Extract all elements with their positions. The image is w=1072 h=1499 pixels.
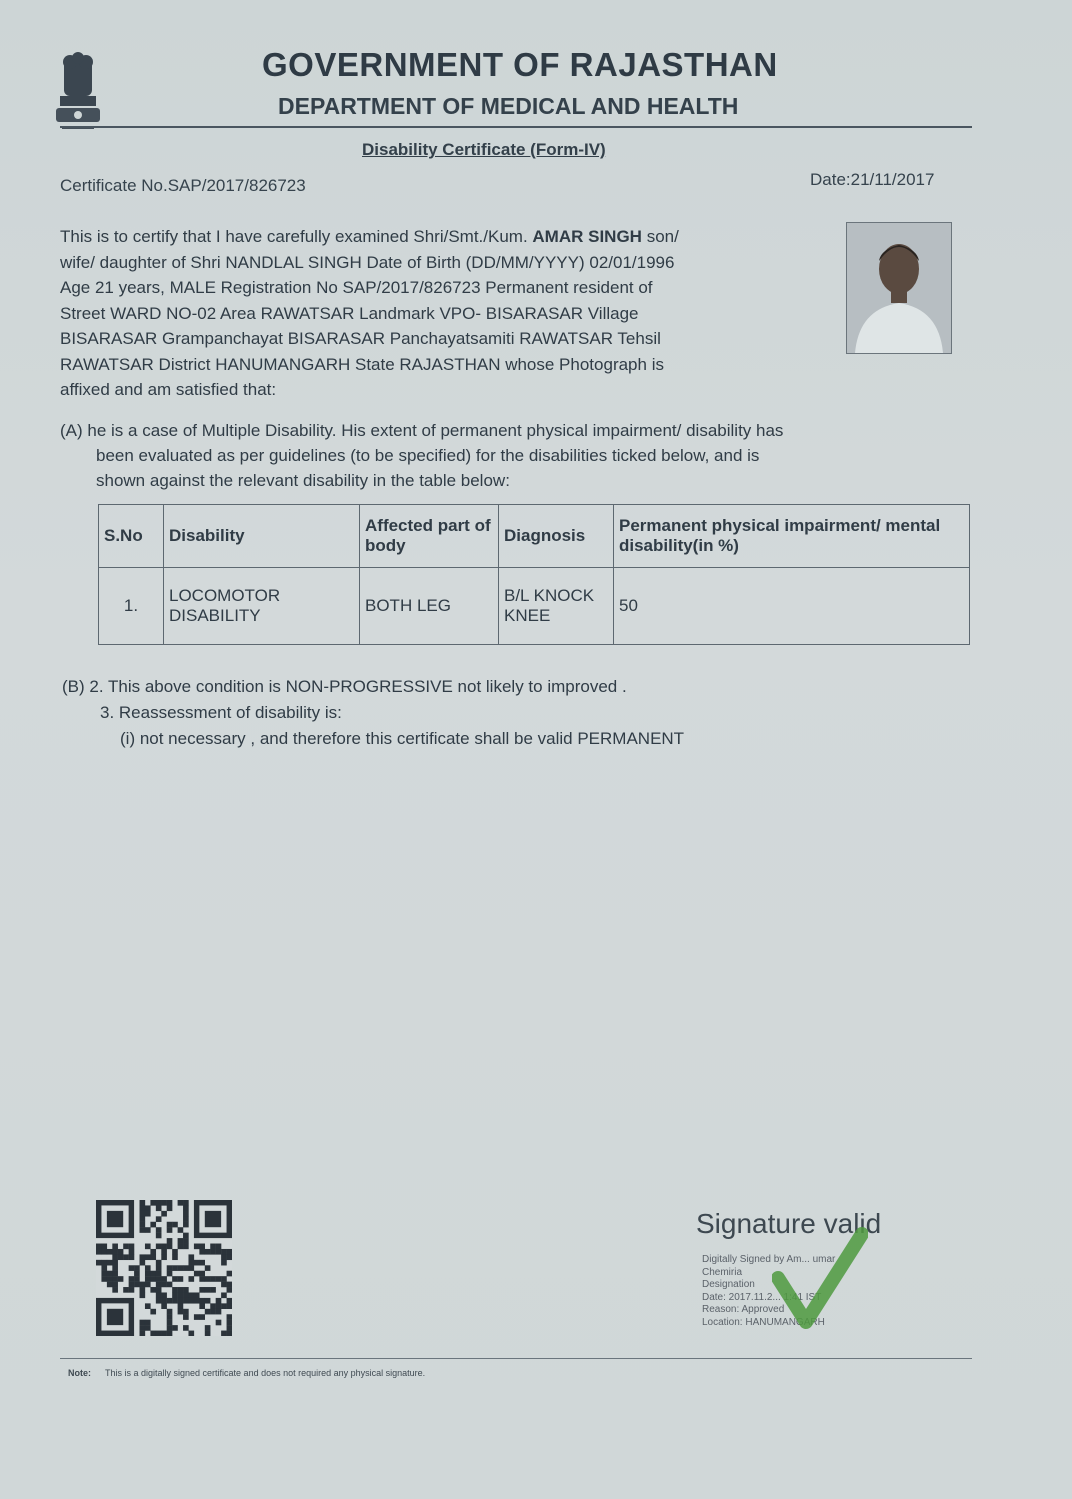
note-text: This is a digitally signed certificate and does not required any physical signature. — [105, 1368, 426, 1378]
cell-disability: LOCOMOTOR DISABILITY — [164, 568, 360, 645]
section-b-line-2: 3. Reassessment of disability is: — [100, 703, 342, 722]
patient-photo — [846, 222, 952, 354]
certification-paragraph — [60, 224, 830, 403]
header-sno: S.No — [99, 505, 164, 568]
table-header-row — [99, 505, 970, 568]
signature-reason: Reason: Approved — [702, 1304, 785, 1315]
form-title: Disability Certificate (Form-IV) — [362, 140, 606, 159]
header-diagnosis: Diagnosis — [499, 505, 614, 568]
certificate-date: Date:21/11/2017 — [810, 170, 935, 189]
section-b-line-3: (i) not necessary , and therefore this certificate shall be valid PERMANENT — [120, 729, 685, 748]
signature-designation: Designation — [702, 1279, 755, 1290]
cell-impairment-percent: 50 — [614, 568, 970, 645]
section-a-line-2: been evaluated as per guidelines (to be specified) for the disabilities ticked below, and is — [96, 446, 760, 465]
section-b — [62, 674, 684, 752]
body-line-5: BISARASAR Grampanchayat BISARASAR Panchayatsamiti RAWATSAR Tehsil — [60, 329, 661, 348]
cell-diagnosis: B/L KNOCK KNEE — [499, 568, 614, 645]
body-line-2: wife/ daughter of Shri NANDLAL SINGH Date of Birth (DD/MM/YYYY) 02/01/1996 — [60, 252, 675, 272]
state-emblem-icon — [50, 52, 106, 134]
signature-date: Date: 2017.11.2... 1:41 IST — [702, 1291, 822, 1303]
patient-name: AMAR SINGH — [532, 227, 642, 246]
header-divider — [60, 126, 972, 128]
green-checkmark-icon — [772, 1226, 868, 1330]
header-affected-part: Affected part of body — [360, 505, 499, 568]
signature-name: Chemiria — [702, 1266, 743, 1278]
section-b-line-1: (B) 2. This above condition is NON-PROGRESSIVE not likely to improved . — [62, 677, 627, 696]
body-line-4: Street WARD NO-02 Area RAWATSAR Landmark VPO- BISARASAR Village — [60, 303, 639, 323]
section-a-line-3: shown against the relevant disability in the table below: — [96, 471, 510, 490]
government-title: GOVERNMENT OF RAJASTHAN — [262, 46, 778, 83]
signature-signed-by: Digitally Signed by Am... umar — [702, 1254, 836, 1265]
section-a-line-1: (A) he is a case of Multiple Disability. His extent of permanent physical impairment/ disability has — [60, 421, 784, 440]
body-line-1: This is to certify that I have carefully examined Shri/Smt./Kum. AMAR SINGH son/ — [60, 227, 679, 246]
footer-divider — [60, 1358, 972, 1359]
disability-table — [98, 504, 970, 645]
note-label: Note: — [68, 1368, 91, 1378]
footer-note — [68, 1368, 425, 1378]
certificate-number: Certificate No.SAP/2017/826723 — [60, 176, 306, 195]
table-row — [99, 568, 970, 645]
signature-location: Location: HANUMANGARH — [702, 1316, 825, 1328]
header-impairment-percent: Permanent physical impairment/ mental disability(in %) — [614, 505, 970, 568]
section-a — [60, 418, 970, 493]
header-disability: Disability — [164, 505, 360, 568]
qr-code-icon — [96, 1200, 232, 1336]
department-title: DEPARTMENT OF MEDICAL AND HEALTH — [278, 93, 739, 119]
body-line-3: Age 21 years, MALE Registration No SAP/2017/826723 Permanent resident of — [60, 278, 653, 297]
signature-status: Signature valid — [696, 1208, 882, 1239]
cell-affected-part: BOTH LEG — [360, 568, 499, 645]
body-line-7: affixed and am satisfied that: — [60, 380, 277, 399]
cell-sno: 1. — [99, 568, 164, 645]
body-line-6: RAWATSAR District HANUMANGARH State RAJASTHAN whose Photograph is — [60, 354, 664, 374]
